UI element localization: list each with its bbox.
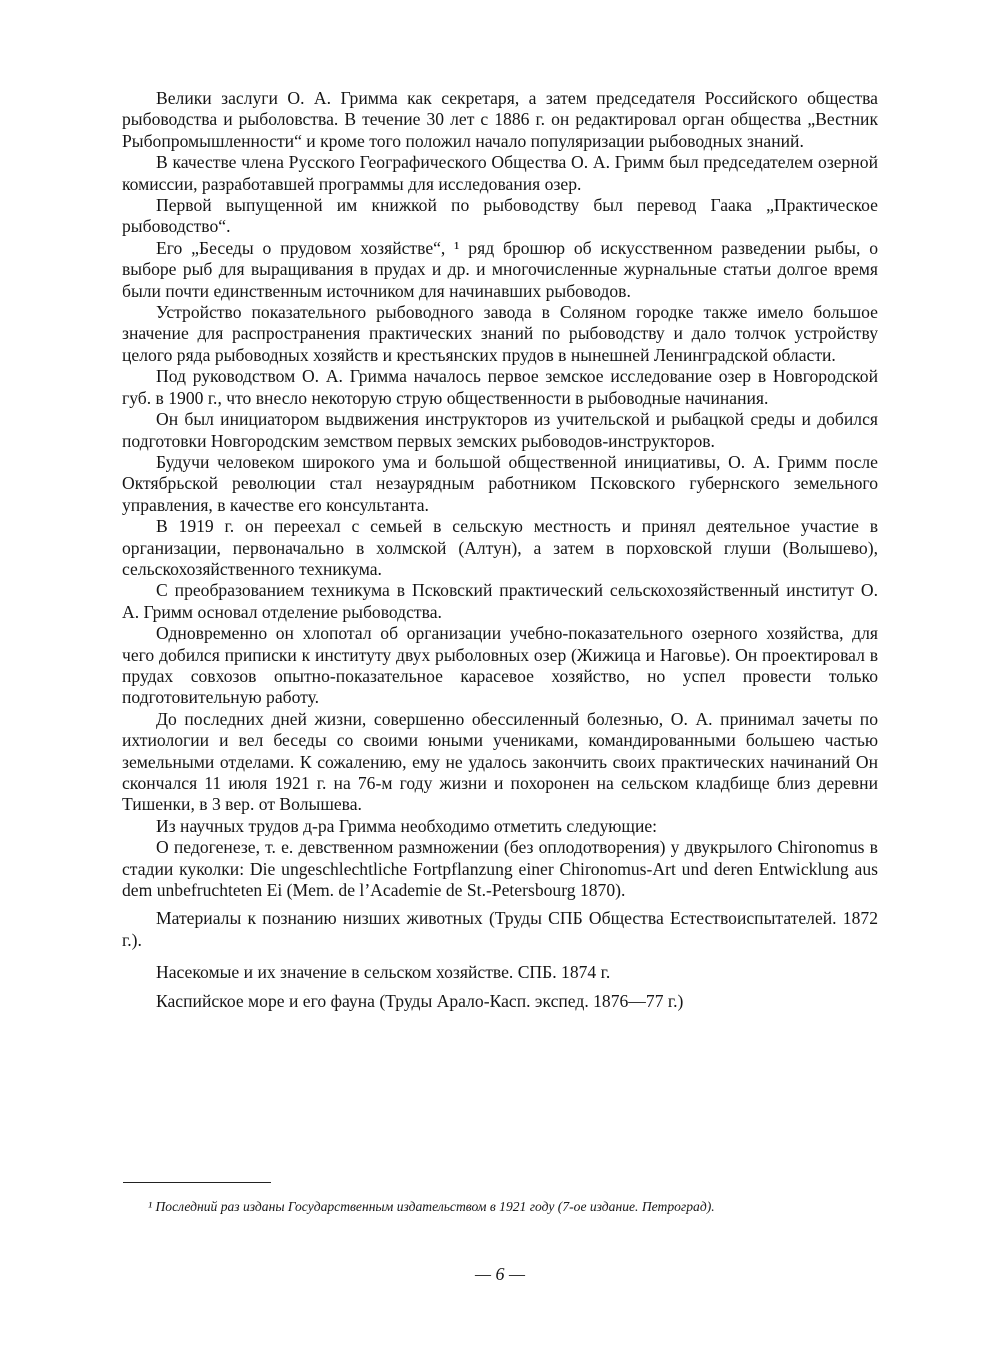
paragraph-5: Устройство показательного рыбоводного завода в Соляном городке также имело большое значение для распространения практических знаний по рыбоводству и дало толчок устройству целого ряда рыбоводных хозяйств и крестьянских прудов в нынешней Ленинградской области. bbox=[122, 302, 878, 365]
paragraph-8: Будучи человеком широкого ума и большой общественной инициативы, О. А. Гримм после Октябрьской революции стал незаурядным работником Псковского губернского земельного управления, в качестве его консультанта. bbox=[122, 451, 878, 515]
paragraph-6: Под руководством О. А. Гримма началось первое земское исследование озер в Новгородской губ. в 1900 г., что внесло некоторую струю общественности в рыбоводные начинания. bbox=[122, 366, 878, 408]
paragraph-4: Его „Беседы о прудовом хозяйстве“, ¹ ряд брошюр об искусственном разведении рыбы, о выборе рыб для выращивания в прудах и др. и многочисленные журнальные статьи долгое время были почти единственным источником для начинавших рыбоводов. bbox=[122, 237, 878, 301]
paragraph-7: Он был инициатором выдвижения инструкторов из учительской и рыбацкой среды и добился подготовки Новгородским земством первых земских рыбоводов-инструкторов. bbox=[122, 409, 878, 451]
paragraph-11: Одновременно он хлопотал об организации учебно-показательного озерного хозяйства, для чего добился приписки к институту двух рыболовных озер (Жижица и Наговье). Он проектировал в прудах совхозов опытно-показательное карасевое хозяйство, но успел провести только подготовительную работу. bbox=[122, 623, 878, 708]
body-text bbox=[122, 88, 878, 1012]
work-item-1: О педогенезе, т. е. девственном размножении (без оплодотворения) у двукрылого Chironomus в стадии куколки: Die ungeschlechtliche Fortpflanzung einer Chironomus-Art und deren Entwicklung aus dem unbefruchteten Ei (Mem. de l’Academie de St.-Petersbourg 1870). bbox=[122, 837, 878, 901]
page-number: — 6 — bbox=[474, 1264, 525, 1284]
paragraph-10: С преобразованием техникума в Псковский практический сельскохозяйственный институт О. А. Гримм основал отделение рыбоводства. bbox=[122, 580, 878, 622]
works-intro: Из научных трудов д-ра Гримма необходимо отметить следующие: bbox=[156, 815, 658, 836]
work-item-4: Каспийское море и его фауна (Труды Арало-Касп. экспед. 1876—77 г.) bbox=[156, 990, 684, 1011]
work-item-3: Насекомые и их значение в сельском хозяйстве. СПБ. 1874 г. bbox=[156, 962, 611, 983]
paragraph-12: До последних дней жизни, совершенно обессиленный болезнью, О. А. принимал зачеты по ихтиологии и вел беседы со своими юными учениками, командированными большею частью земельными отделами. К сожалению, ему не удалось закончить своих практических начинаний Он скончался 11 июля 1921 г. на 76-м году жизни и похоронен на сельском кладбище близ деревни Тишенки, в 3 вер. от Волышева. bbox=[122, 708, 878, 815]
paragraph-2: В качестве члена Русского Географического Общества О. А. Гримм был председателем озерной комиссии, разработавшей программы для исследования озер. bbox=[122, 152, 878, 194]
footnote-divider bbox=[123, 1182, 271, 1183]
paragraph-3: Первой выпущенной им книжкой по рыбоводству был перевод Гаака „Практическое рыбоводство“. bbox=[122, 195, 878, 237]
paragraph-9: В 1919 г. он переехал с семьей в сельскую местность и принял деятельное участие в организации, первоначально в холмской (Алтун), а затем в порховской глуши (Волышево), сельскохозяйственного техникума. bbox=[122, 516, 878, 579]
footnote: ¹ Последний раз изданы Государственным издательством в 1921 году (7-ое издание. Петроград). bbox=[148, 1199, 715, 1214]
work-item-2: Материалы к познанию низших животных (Труды СПБ Общества Естествоиспытателей. 1872 г.). bbox=[122, 908, 878, 950]
paragraph-1: Велики заслуги О. А. Гримма как секретаря, а затем председателя Российского общества рыбоводства и рыболовства. В течение 30 лет с 1886 г. он редактировал орган общества „Вестник Рыбопромышленности“ и кроме того положил начало популяризации рыбоводных знаний. bbox=[122, 88, 878, 151]
